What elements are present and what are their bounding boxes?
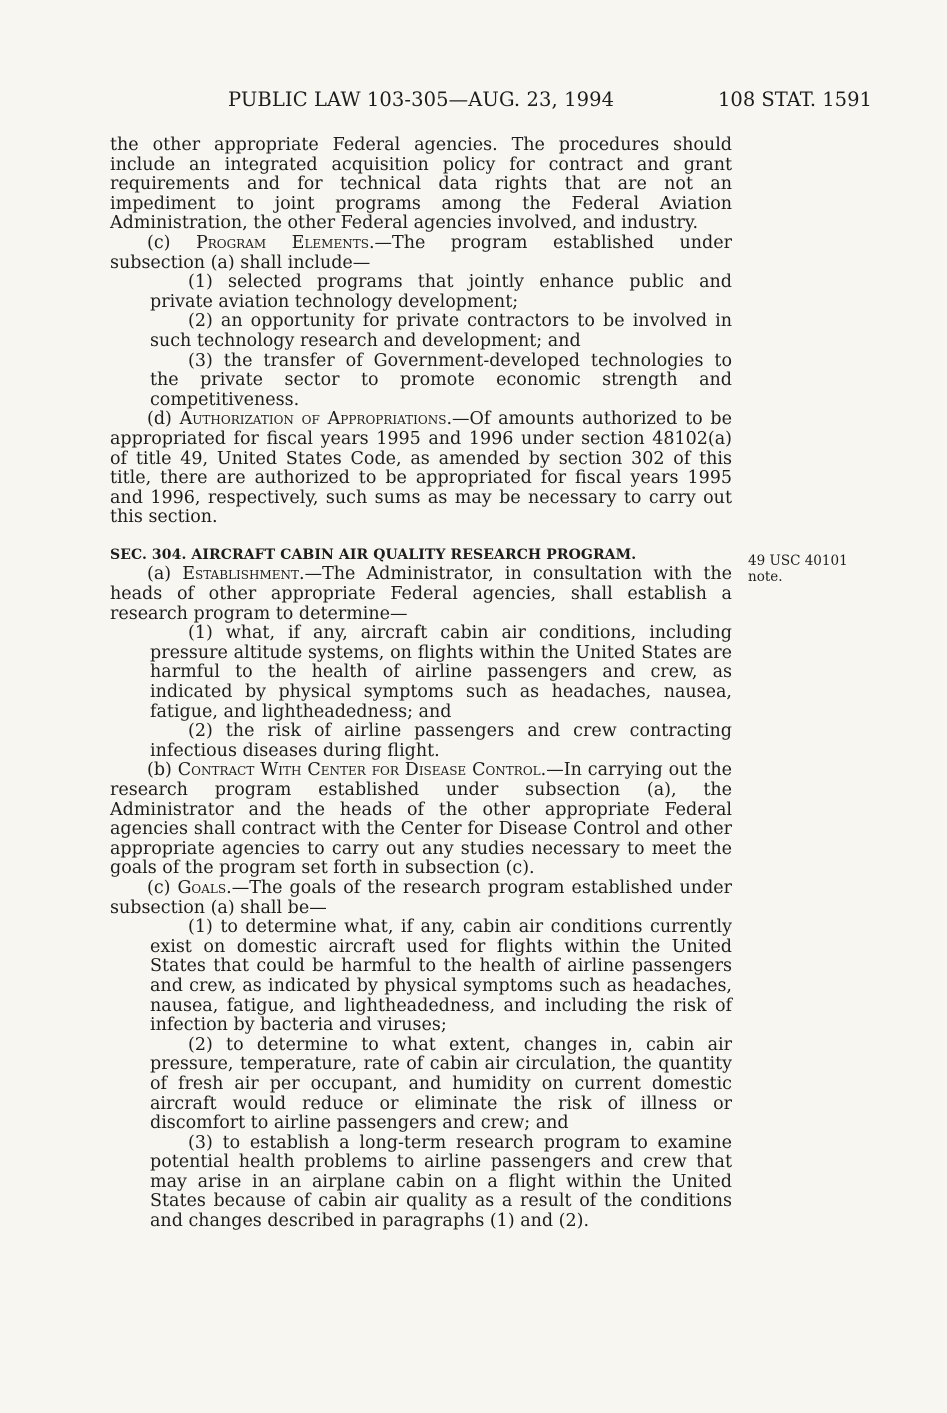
subsection-label: (a) [147,564,183,585]
research-item: (1) what, if any, aircraft cabin air conditions, including pressure altitude systems, on flights within the United States are harmful to the health of airline passengers and crew, as indicated by physical symptoms such as headaches, nausea, fatigue, and lightheadedness; and [150,623,732,722]
subsection-c-goals [110,879,732,918]
research-item: (2) the risk of airline passengers and crew contracting infectious diseases during flight. [150,721,732,761]
program-element-item: (3) the transfer of Government-developed technologies to the private sector to promote economic strength and competitiveness. [150,350,732,410]
subsection-text: —The program established under subsection (a) shall include— [110,232,732,273]
subsection-text: —In carrying out the research program established under subsection (a), the Administrator and the heads of the other appropriate Federal agencies shall contract with the Center for Disease Control and other appropriate agencies to carry out any studies necessary to meet the goals of the program set forth in subsection (c). [110,760,733,879]
subsection-heading: Goals. [177,877,232,898]
program-element-item: (1) selected programs that jointly enhance public and private aviation technology development; [150,272,732,312]
subsection-c-program-elements [110,234,732,273]
running-head: PUBLIC LAW 103-305—AUG. 23, 1994 [228,88,615,111]
subsection-text: —The goals of the research program established under subsection (a) shall be— [110,877,732,918]
subsection-label: (b) [147,760,178,781]
goal-item: (2) to determine to what extent, changes in, cabin air pressure, temperature, rate of cabin air circulation, the quantity of fresh air per occupant, and humidity on current domestic aircraft would reduce or eliminate the risk of illness or discomfort to airline passengers and crew; and [150,1034,732,1134]
subsection-heading: Authorization of Appropriations. [179,409,453,430]
continuation-paragraph: the other appropriate Federal agencies. The procedures should include an integrated acquisition policy for contract and grant requirements and for technical data rights that are not an impediment to joint programs among the Federal Aviation Administration, the other Federal agencies involved, and industry. [110,135,732,234]
margin-note [748,553,848,585]
subsection-heading: Program Elements. [195,232,375,253]
subsection-text: —The Administrator, in consultation with the heads of other appropriate Federal agencies, shall establish a research program to determine— [110,564,732,624]
subsection-a-establishment [110,565,732,624]
subsection-text: —Of amounts authorized to be appropriated for fiscal years 1995 and 1996 under section 48102(a) of title 49, United States Code, as amended by section 302 of this title, there are authorized to be appropriated for fiscal years 1995 and 1996, respectively, such sums as may be necessary to carry out this section. [110,409,732,528]
subsection-label: (c) [147,877,178,898]
statute-page-reference: 108 STAT. 1591 [718,88,872,111]
document-body [110,136,732,1232]
margin-note-label: note. [748,569,783,585]
margin-note-citation: 49 USC 40101 [748,553,848,569]
subsection-heading: Contract With Center for Disease Control. [177,760,547,781]
goal-item: (3) to establish a long-term research program to examine potential health problems to airline passengers and crew that may arise in an airplane cabin on a flight within the United States because of cabin air quality as a result of the conditions and changes described in paragraphs (1) and (2). [150,1132,732,1232]
subsection-heading: Establishment. [182,564,305,585]
program-element-item: (2) an opportunity for private contractors to be involved in such technology research and development; and [150,311,732,351]
subsection-d-authorization [110,410,732,528]
goal-item: (1) to determine what, if any, cabin air conditions currently exist on domestic aircraft used for flights within the United States that could be harmful to the health of airline passengers and crew, as indicated by physical symptoms such as headaches, nausea, fatigue, and lightheadedness, and including the risk of infection by bacteria and viruses; [150,917,732,1036]
subsection-label: (d) [147,409,180,430]
subsection-b-contract [110,761,732,879]
subsection-label: (c) [147,232,196,253]
section-heading: SEC. 304. AIRCRAFT CABIN AIR QUALITY RESEARCH PROGRAM. [110,546,637,563]
